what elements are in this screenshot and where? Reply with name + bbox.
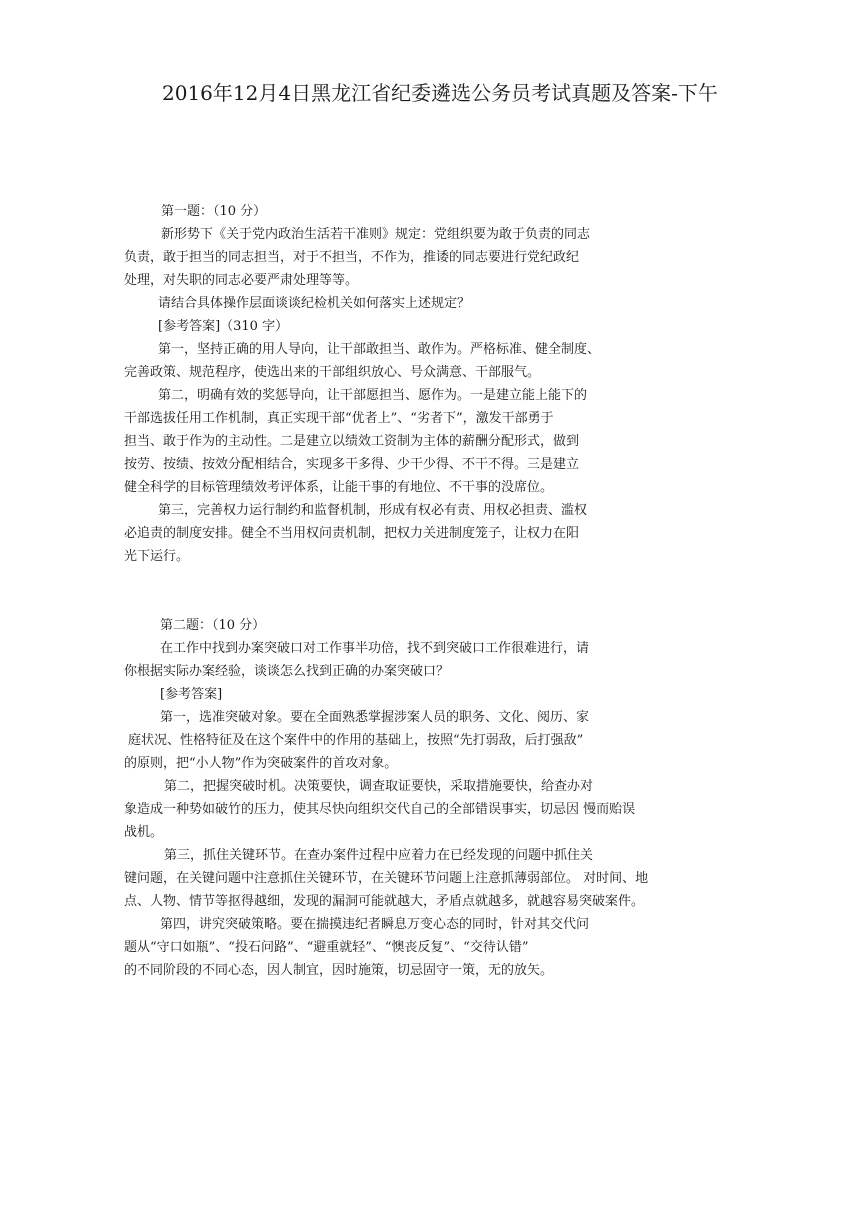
paragraph-line: 题从“守口如瓶”、“投石问路”、“避重就轻”、“懊丧反复”、“交待认错”	[124, 940, 529, 955]
paragraph-line: 象造成一种势如破竹的压力，使其尽快向组织交代自己的全部错误事实，切忌因 慢而贻误	[124, 802, 636, 817]
paragraph-line: 必追责的制度安排。健全不当用权问责机制，把权力关进制度笼子，让权力在阳	[124, 526, 580, 541]
section-gap	[124, 568, 754, 614]
paragraph-line: 光下运行。	[124, 549, 190, 564]
question-1-section	[124, 200, 754, 568]
paragraph-line: 第一题：（10 分）	[161, 204, 267, 219]
paragraph-line: 第四，讲究突破策略。要在揣摸违纪者瞬息万变心态的同时，针对其交代问	[160, 917, 590, 932]
paragraph-line: 的原则，把“小人物”作为突破案件的首攻对象。	[124, 756, 398, 771]
paragraph-line: [参考答案]（310 字）	[158, 319, 289, 334]
paragraph-line: 处理，对失职的同志必要严肃处理等等。	[124, 273, 359, 288]
paragraph-line: 第二，明确有效的奖惩导向，让干部愿担当、愿作为。一是建立能上能下的	[158, 388, 588, 403]
paragraph-line: 第一，坚持正确的用人导向，让干部敢担当、敢作为。严格标准、健全制度、	[158, 342, 601, 357]
paragraph-line: 你根据实际办案经验，谈谈怎么找到正确的办案突破口？	[124, 664, 450, 679]
paragraph-line: 请结合具体操作层面谈谈纪检机关如何落实上述规定？	[158, 296, 471, 311]
paragraph-line: [参考答案]	[160, 687, 223, 702]
paragraph-line: 第三，抓住关键环节。在查办案件过程中应着力在已经发现的问题中抓住关	[164, 848, 594, 863]
paragraph-line: 庭状况、性格特征及在这个案件中的作用的基础上，按照“先打弱敌，后打强敌”	[128, 733, 584, 748]
paragraph-line: 在工作中找到办案突破口对工作事半功倍，找不到突破口工作很难进行，请	[160, 641, 590, 656]
paragraph-line: 第二题：（10 分）	[160, 618, 266, 633]
paragraph-line: 干部选拔任用工作机制，真正实现干部“优者上”、“劣者下”，激发干部勇于	[124, 411, 554, 426]
paragraph-line: 健全科学的目标管理绩效考评体系，让能干事的有地位、不干事的没席位。	[124, 480, 554, 495]
document-body	[124, 200, 754, 982]
paragraph-line: 负责，敢于担当的同志担当，对于不担当，不作为，推诿的同志要进行党纪政纪	[124, 250, 580, 265]
paragraph-line: 点、人物、情节等抠得越细，发现的漏洞可能就越大，矛盾点就越多，就越容易突破案件。	[124, 894, 645, 909]
paragraph-line: 战机。	[124, 825, 164, 840]
paragraph-line: 新形势下《关于党内政治生活若干准则》规定：党组织要为敢于负责的同志	[161, 227, 591, 242]
paragraph-line: 担当、敢于作为的主动性。二是建立以绩效工资制为主体的薪酬分配形式，做到	[124, 434, 580, 449]
page-title: 2016年12月4日黑龙江省纪委遴选公务员考试真题及答案-下午	[162, 81, 718, 105]
question-2-section	[124, 614, 754, 982]
paragraph-line: 完善政策、规范程序，使选出来的干部组织放心、号众满意、干部服气。	[124, 365, 541, 380]
paragraph-line: 第三，完善权力运行制约和监督机制，形成有权必有责、用权必担责、滥权	[158, 503, 588, 518]
paragraph-line: 键问题，在关键问题中注意抓住关键环节，在关键环节问题上注意抓薄弱部位。 对时间、地	[124, 871, 649, 886]
paragraph-line: 第二，把握突破时机。决策要快，调查取证要快，采取措施要快，给查办对	[164, 779, 594, 794]
paragraph-line: 的不同阶段的不同心态，因人制宜，因时施策，切忌固守一策，无的放矢。	[124, 963, 554, 978]
paragraph-line: 第一，选准突破对象。要在全面熟悉掌握涉案人员的职务、文化、阅历、家	[160, 710, 590, 725]
paragraph-line: 按劳、按绩、按效分配相结合，实现多干多得、少干少得、不干不得。三是建立	[124, 457, 580, 472]
